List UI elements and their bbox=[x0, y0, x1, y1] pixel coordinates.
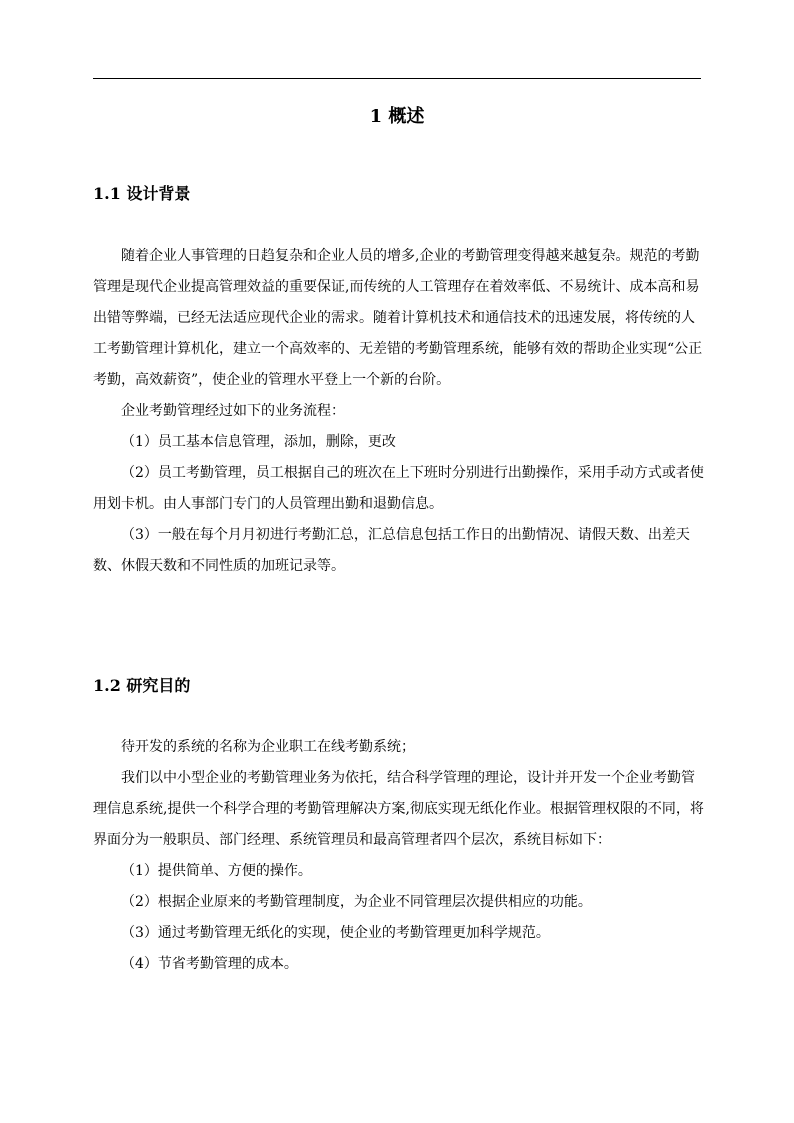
list-item: （2）员工考勤管理，员工根据自己的班次在上下班时分别进行出勤操作，采用手动方式或者使用划卡机。由人事部门专门的人员管理出勤和退勤信息。 bbox=[93, 465, 704, 512]
list-item: （3）一般在每个月月初进行考勤汇总，汇总信息包括工作日的出勤情况、请假天数、出差天数、休假天数和不同性质的加班记录等。 bbox=[93, 527, 690, 574]
paragraph: 待开发的系统的名称为企业职工在线考勤系统； bbox=[121, 739, 415, 755]
list-item: （1）员工基本信息管理，添加，删除，更改 bbox=[121, 434, 396, 450]
list-item: （3）通过考勤管理无纸化的实现，使企业的考勤管理更加科学规范。 bbox=[121, 925, 550, 941]
chapter-title: 1 概述 bbox=[369, 106, 425, 127]
section-title-research-purpose: 1.2 研究目的 bbox=[93, 676, 191, 695]
paragraph: 随着企业人事管理的日趋复杂和企业人员的增多,企业的考勤管理变得越来越复杂。规范的考勤管理是现代企业提高管理效益的重要保证,而传统的人工管理存在着效率低、不易统计、成本高和易出错等弊端，已经无法适应现代企业的需求。随着计算机技术和通信技术的迅速发展，将传统的人工考勤管理计算机化，建立一个高效率的、无差错的考勤管理系统，能够有效的帮助企业实现“公正考勤，高效薪资”，使企业的管理水平登上一个新的台阶。 bbox=[93, 248, 703, 388]
list-item: （1）提供简单、方便的操作。 bbox=[121, 863, 312, 879]
list-item: （4）节省考勤管理的成本。 bbox=[121, 956, 298, 972]
section-body-research-purpose bbox=[93, 732, 705, 980]
header-rule bbox=[93, 78, 701, 79]
paragraph: 企业考勤管理经过如下的业务流程： bbox=[121, 403, 345, 419]
paragraph: 我们以中小型企业的考勤管理业务为依托，结合科学管理的理论，设计并开发一个企业考勤管理信息系统,提供一个科学合理的考勤管理解决方案,彻底实现无纸化作业。根据管理权限的不同，将界面分为一般职员、部门经理、系统管理员和最高管理者四个层次，系统目标如下： bbox=[93, 770, 704, 848]
section-body-design-background bbox=[93, 241, 705, 582]
list-item: （2）根据企业原来的考勤管理制度，为企业不同管理层次提供相应的功能。 bbox=[121, 894, 592, 910]
section-title-design-background: 1.1 设计背景 bbox=[93, 184, 191, 203]
